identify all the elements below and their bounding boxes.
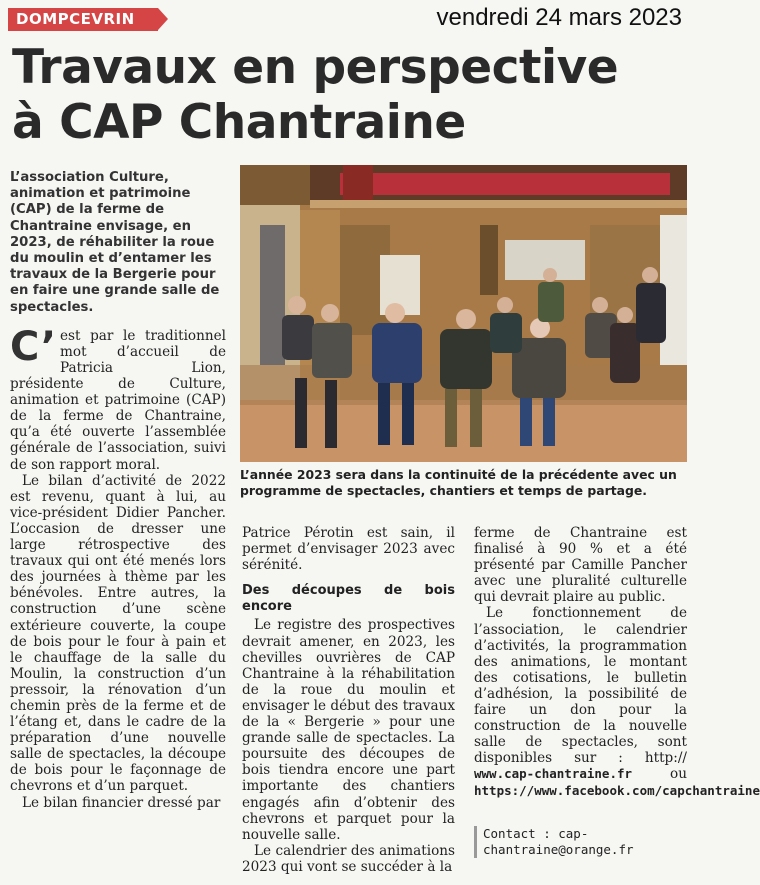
dropcap: C’	[10, 323, 57, 370]
headline	[12, 40, 692, 150]
headline-line-2: à CAP Chantraine	[12, 95, 466, 150]
facebook-link[interactable]: https://www.facebook.com/capchantraine	[474, 782, 760, 798]
event-photo	[240, 165, 687, 462]
lede: L’association Culture, animation et patrimoine (CAP) de la ferme de Chantraine envisage, en 2023, de réhabiliter la roue du moulin et d’entamer les travaux de la Bergerie pour en faire une grande salle de spectacles.	[10, 170, 220, 315]
headline-line-1: Travaux en perspective	[12, 40, 619, 95]
column-1-paragraph-1-text: est par le traditionnel mot d’accueil de Patricia Lion, présidente de Culture, animation et patrimoine (CAP) de la ferme de Chantraine, qu’a été ouverte l’assemblée générale de l’association, suivi de son rapport moral.	[10, 327, 226, 473]
website-link[interactable]: www.cap-chantraine.fr	[474, 766, 633, 782]
photo-illustration	[240, 165, 687, 462]
column-1	[10, 170, 226, 811]
column-3-paragraph-1: ferme de Chantraine est finalisé à 90 % et a été présenté par Camille Pancher avec une pluralité culturelle qui devrait plaire au public.	[474, 525, 687, 606]
column-3-paragraph-2	[474, 605, 760, 798]
column-2-paragraph-2: Le registre des prospectives devrait amener, en 2023, les chevilles ouvrières de CAP Chantraine à la réhabilitation de la roue du moulin et envisager le début des travaux de la « Bergerie » pour une grande salle de spectacles. La poursuite des découpes de bois tiendra encore une part importante des chantiers engagés afin d’obtenir des chevrons et parquet pour la nouvelle salle.	[242, 617, 455, 843]
column-2	[242, 525, 455, 875]
column-2-paragraph-1: Patrice Pérotin est sain, il permet d’envisager 2023 avec sérénité.	[242, 525, 455, 574]
column-3	[474, 525, 760, 799]
contact-box: Contact : cap-chantraine@orange.fr	[474, 826, 687, 858]
or-text: ou	[632, 766, 687, 783]
subheading: Des découpes de bois encore	[242, 583, 455, 615]
section-tag: DOMPCEVRIN	[8, 8, 158, 31]
publication-date: vendredi 24 mars 2023	[436, 4, 682, 31]
column-1-paragraph-2: Le bilan d’activité de 2022 est revenu, quant à lui, au vice-président Didier Pancher. L’occasion de dresser une large rétrospective des travaux qui ont été menés lors des journées à thème par les bénévoles. Entre autres, la construction d’une scène extérieure couverte, la coupe de bois pour le four à pain et le chauffage de la salle du Moulin, la construction d’un pressoir, la rénovation d’un chemin près de la ferme et de l’étang et, dans le cadre de la préparation d’une nouvelle salle de spectacles, la découpe de bois pour le façonnage de chevrons et d’un parquet.	[10, 472, 226, 795]
column-1-paragraph-3: Le bilan financier dressé par	[22, 794, 221, 811]
column-2-paragraph-3: Le calendrier des animations 2023 qui vont se succéder à la	[242, 842, 455, 875]
column-1-paragraph-1	[10, 323, 226, 473]
column-3-paragraph-2-text: Le fonctionnement de l’association, le calendrier d’activités, la programmation des animations, le montant des cotisations, le bulletin d’adhésion, la possibilité de faire un don pour la construction de la nouvelle salle de spectacles, sont disponibles sur : http://	[474, 605, 687, 767]
photo-caption: L’année 2023 sera dans la continuité de la précédente avec un programme de spectacles, chantiers et temps de partage.	[240, 467, 677, 498]
